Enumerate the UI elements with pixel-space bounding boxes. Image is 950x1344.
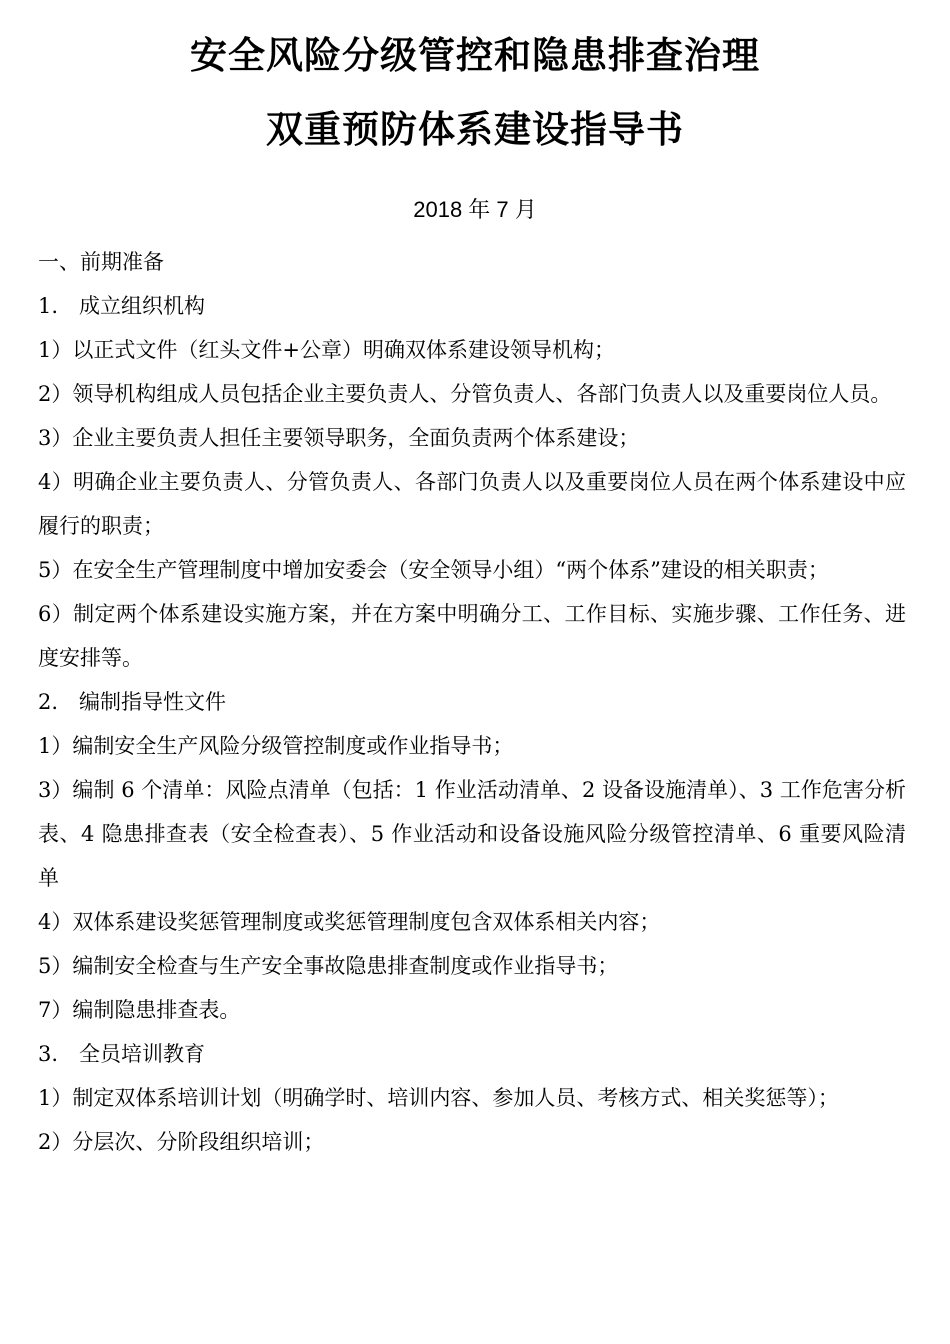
- document-date: 2018 年 7 月: [413, 197, 537, 222]
- paragraph-item: 1）编制安全生产风险分级管控制度或作业指导书；: [38, 734, 514, 758]
- section-heading-1: 一、前期准备: [38, 250, 164, 274]
- paragraph-item: 3）企业主要负责人担任主要领导职务，全面负责两个体系建设；: [38, 426, 640, 450]
- paragraph-item: 1）以正式文件（红头文件+公章）明确双体系建设领导机构；: [38, 338, 615, 362]
- paragraph-item: 3）编制 6 个清单：风险点清单（包括：1 作业活动清单、2 设备设施清单）、3 工作危害分析表、4 隐患排查表（安全检查表）、5 作业活动和设备设施风险分级管控清单、6 重要风险清单: [38, 778, 906, 890]
- subsection-heading-2: 2. 编制指导性文件: [38, 690, 227, 714]
- paragraph-item: 5）编制安全检查与生产安全事故隐患排查制度或作业指导书；: [38, 954, 619, 978]
- document-title-line-2: 双重预防体系建设指导书: [266, 108, 684, 151]
- document-body: [38, 240, 906, 1164]
- document-title-line-1: 安全风险分级管控和隐患排查治理: [190, 34, 760, 77]
- paragraph-item: 4）双体系建设奖惩管理制度或奖惩管理制度包含双体系相关内容；: [38, 910, 661, 934]
- paragraph-item: 7）编制隐患排查表。: [38, 998, 241, 1022]
- subsection-heading-3: 3. 全员培训教育: [38, 1042, 206, 1066]
- subsection-heading-1: 1. 成立组织机构: [38, 294, 206, 318]
- paragraph-item: 5）在安全生产管理制度中增加安委会（安全领导小组）“两个体系”建设的相关职责；: [38, 558, 829, 582]
- paragraph-item: 1）制定双体系培训计划（明确学时、培训内容、参加人员、考核方式、相关奖惩等）；: [38, 1086, 839, 1110]
- paragraph-item: 6）制定两个体系建设实施方案，并在方案中明确分工、工作目标、实施步骤、工作任务、进度安排等。: [38, 602, 906, 670]
- paragraph-item: 2）分层次、分阶段组织培训；: [38, 1130, 325, 1154]
- paragraph-item: 2）领导机构组成人员包括企业主要负责人、分管负责人、各部门负责人以及重要岗位人员。: [38, 382, 892, 406]
- paragraph-item: 4）明确企业主要负责人、分管负责人、各部门负责人以及重要岗位人员在两个体系建设中应履行的职责；: [38, 470, 906, 538]
